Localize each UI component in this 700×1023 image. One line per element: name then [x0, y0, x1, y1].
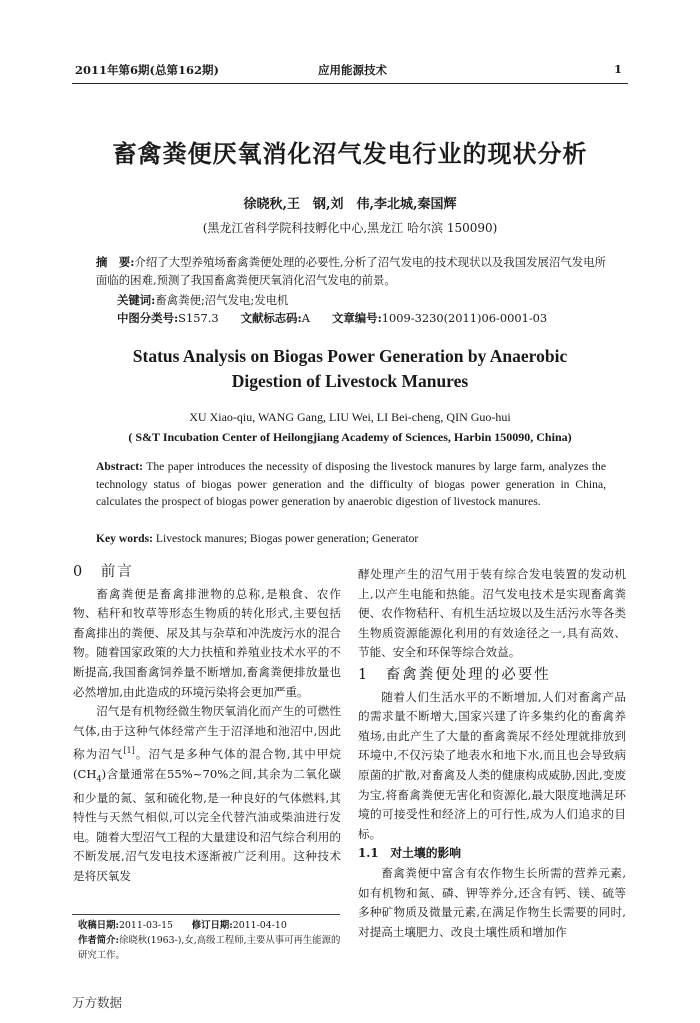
paragraph-5: 畜禽粪便中富含有农作物生长所需的营养元素,如有机物和氮、磷、钾等养分,还含有钙、镁、硫等多种矿物质及微量元素,在满足作物生长需要的同时,对提高土壤肥力、改良土壤性质和增加作 — [358, 865, 626, 939]
section-1-number: 1 — [358, 666, 370, 683]
author-bio: 徐晓秋(1963-),女,高级工程师,主要从事可再生能源的研究工作。 — [78, 935, 341, 961]
affiliation-en: ( S&T Incubation Center of Heilongjiang Academy of Sciences, Harbin 150090, China) — [128, 430, 572, 444]
classification-line — [117, 309, 617, 327]
abstract-en-text: The paper introduces the necessity of disposing the livestock manures by large farm, analyzes the technology status of biogas power generation and the difficulty of biogas power generation in China, calculates the prospect of biogas power generation by anaerobic digestion of livestock manures. — [96, 460, 606, 508]
section-1-heading — [358, 666, 626, 686]
authors-en: XU Xiao-qiu, WANG Gang, LIU Wei, LI Bei-cheng, QIN Guo-hui — [189, 410, 511, 424]
keywords-en — [96, 532, 606, 545]
paragraph-2-part-b: 。沼气是多种气体的混合物,其中甲烷(CH — [73, 747, 341, 781]
watermark: 万方数据 — [72, 995, 123, 1010]
issue-info: 2011年第6期(总第162期) — [75, 63, 219, 77]
paragraph-3: 酵处理产生的沼气用于装有综合发电装置的发动机上,以产生电能和热能。沼气发电技术是实现畜禽粪便、农作物秸秆、有机生活垃圾以及生活污水等各类生物质资源能源化利用的有效途径之一,具有高效、节能、安全和环保等综合效益。 — [358, 567, 626, 660]
abstract-en — [96, 458, 606, 511]
journal-name: 应用能源技术 — [318, 63, 387, 77]
title-en-line1: Status Analysis on Biogas Power Generation by Anaerobic — [132, 346, 568, 366]
received-date: 2011-03-15 — [118, 920, 174, 931]
abstract-cn — [96, 253, 606, 289]
keywords-en-text: Livestock manures; Biogas power generation; Generator — [155, 532, 419, 545]
paragraph-2-part-c: )含量通常在55%~70%之间,其余为二氧化碳和少量的氮、氢和硫化物,是一种良好的气体燃料,其特性与天然气相似,可以完全代替汽油或柴油进行发电。随着大型沼气工程的大量建设和沼气综合利用的不断发展,沼气发电技术逐渐被广泛利用。这种技术是将厌氧发 — [73, 766, 341, 884]
authors-cn: 徐晓秋,王 钢,刘 伟,李北城,秦国辉 — [243, 197, 457, 212]
article-no: 1009-3230(2011)06-0001-03 — [381, 311, 548, 325]
keywords-cn — [117, 291, 607, 309]
footnote-dates — [78, 918, 341, 933]
affiliation-cn: (黑龙江省科学院科技孵化中心,黑龙江 哈尔滨 150090) — [202, 221, 498, 235]
paragraph-2 — [73, 702, 341, 887]
keywords-en-label: Key words: — [96, 532, 153, 545]
paragraph-2-part-a: 沼气是有机物经微生物厌氧消化而产生的可燃性气体,由于这种气体经常产生于沼泽地和池沼中,因此称为沼气 — [73, 704, 341, 762]
body-right-column — [358, 565, 626, 942]
doc-code: A — [301, 311, 310, 325]
abstract-en-label: Abstract: — [96, 460, 144, 473]
abstract-cn-label: 摘 要: — [96, 255, 135, 269]
footnote-rule — [72, 914, 340, 915]
subsection-1-1-heading: 1.1 对土壤的影响 — [358, 846, 462, 861]
methane-subscript: 4 — [96, 774, 102, 784]
section-0-number: 0 — [73, 564, 85, 580]
doc-code-label: 文献标志码: — [240, 311, 302, 325]
author-bio-label: 作者简介: — [78, 935, 119, 946]
clc-label: 中图分类号: — [117, 311, 179, 325]
revised-label: 修订日期: — [191, 920, 233, 931]
citation-1: [1] — [123, 746, 135, 756]
section-0-heading — [73, 563, 341, 583]
received-label: 收稿日期: — [78, 920, 119, 931]
paragraph-4: 随着人们生活水平的不断增加,人们对畜禽产品的需求量不断增大,国家兴建了许多集约化的畜禽养殖场,由此产生了大量的畜禽粪尿不经处理就排放到环境中,不仅污染了地表水和地下水,而且也会导致病原菌的扩散,对畜禽及人类的健康构成威胁,因此,变废为宝,将畜禽粪便无害化和资源化,最大限度地满足环境的可接受性和经济上的可行性,成为人们追求的目标。 — [358, 689, 626, 841]
header-rule — [72, 83, 628, 84]
section-0-title: 前言 — [100, 564, 134, 580]
page-number: 1 — [614, 62, 623, 76]
title-en — [0, 344, 700, 394]
clc-code: S157.3 — [178, 311, 219, 325]
footnote-author — [78, 933, 341, 963]
keywords-cn-label: 关键词: — [117, 293, 156, 307]
keywords-cn-text: 畜禽粪便;沼气发电;发电机 — [155, 293, 289, 307]
article-no-label: 文章编号: — [332, 311, 382, 325]
section-1-title: 畜禽粪便处理的必要性 — [385, 666, 551, 683]
footnote — [78, 918, 341, 963]
body-left-column — [73, 560, 341, 887]
paragraph-1: 畜禽粪便是畜禽排泄物的总称,是粮食、农作物、秸秆和牧草等形态生物质的转化形式,主要包括畜禽排出的粪便、尿及其与杂草和冲洗废污水的混合物。随着国家政策的大力扶植和养殖业技术水平的不断提高,我国畜禽饲养量不断增加,畜禽粪便排放量也必然增加,由此造成的环境污染将会更加严重。 — [73, 586, 341, 699]
title-en-line2: Digestion of Livestock Manures — [231, 371, 469, 391]
revised-date: 2011-04-10 — [232, 920, 287, 931]
title-cn: 畜禽粪便厌氧消化沼气发电行业的现状分析 — [112, 139, 588, 168]
abstract-cn-text: 介绍了大型养殖场畜禽粪便处理的必要性,分析了沼气发电的技术现状以及我国发展沼气发电所面临的困难,预测了我国畜禽粪便厌氧消化沼气发电的前景。 — [96, 255, 606, 287]
